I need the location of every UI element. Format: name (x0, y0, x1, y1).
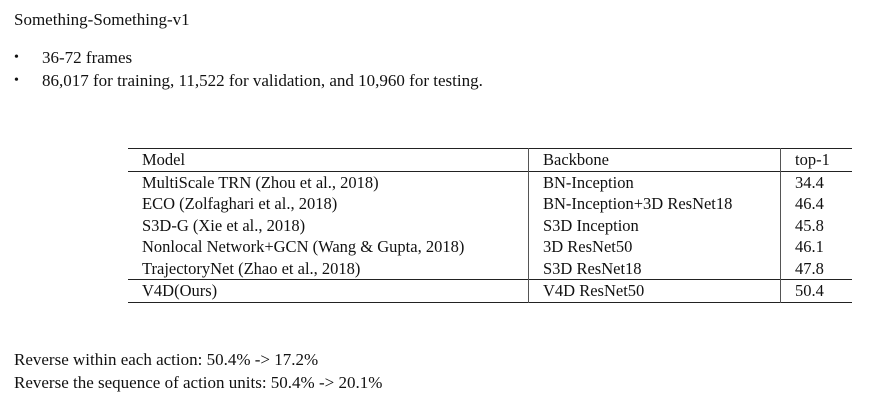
cell-model: S3D-G (Xie et al., 2018) (142, 215, 306, 235)
cell-backbone: 3D ResNet50 (529, 236, 781, 258)
cell-top1: 46.1 (781, 236, 853, 258)
cell-backbone: V4D ResNet50 (529, 280, 781, 303)
table-row (128, 193, 852, 215)
table-row (128, 258, 852, 280)
table-row (128, 236, 852, 258)
note-line: Reverse the sequence of action units: 50.4% -> 20.1% (14, 373, 383, 392)
cell-top1: 50.4 (781, 280, 853, 303)
bullet-item (14, 69, 483, 92)
bullet-icon: • (14, 72, 19, 88)
table-row (128, 215, 852, 237)
cell-backbone: S3D Inception (529, 215, 781, 237)
cell-top1: 47.8 (781, 258, 853, 280)
cell-top1: 45.8 (781, 215, 853, 237)
cell-model: ECO (Zolfaghari et al., 2018) (142, 194, 338, 213)
cell-top1: 34.4 (781, 171, 853, 193)
cell-model: MultiScale TRN (Zhou et al., 2018) (142, 172, 379, 192)
cell-model: V4D(Ours) (142, 281, 218, 300)
cell-backbone: BN-Inception (529, 171, 781, 193)
cell-model: Nonlocal Network+GCN (Wang & Gupta, 2018) (142, 237, 465, 256)
results-table (128, 148, 852, 303)
cell-top1: 46.4 (781, 193, 853, 215)
cell-model: TrajectoryNet (Zhao et al., 2018) (142, 258, 361, 278)
cell-backbone: S3D ResNet18 (529, 258, 781, 280)
bullet-list (14, 46, 483, 92)
bullet-text: 36-72 frames (42, 47, 133, 67)
slide-title: Something-Something-v1 (14, 10, 190, 29)
notes-block (14, 348, 382, 394)
header-top1: top-1 (781, 149, 853, 172)
note-line: Reverse within each action: 50.4% -> 17.2% (14, 350, 319, 369)
bullet-item (14, 46, 483, 69)
bullet-icon: • (14, 49, 19, 65)
table-row (128, 171, 852, 193)
table-row-ours (128, 280, 852, 303)
bullet-text: 86,017 for training, 11,522 for validation, and 10,960 for testing. (42, 70, 483, 90)
cell-backbone: BN-Inception+3D ResNet18 (529, 193, 781, 215)
header-backbone: Backbone (529, 149, 781, 172)
header-model: Model (142, 150, 186, 169)
table-header-row (128, 149, 852, 172)
